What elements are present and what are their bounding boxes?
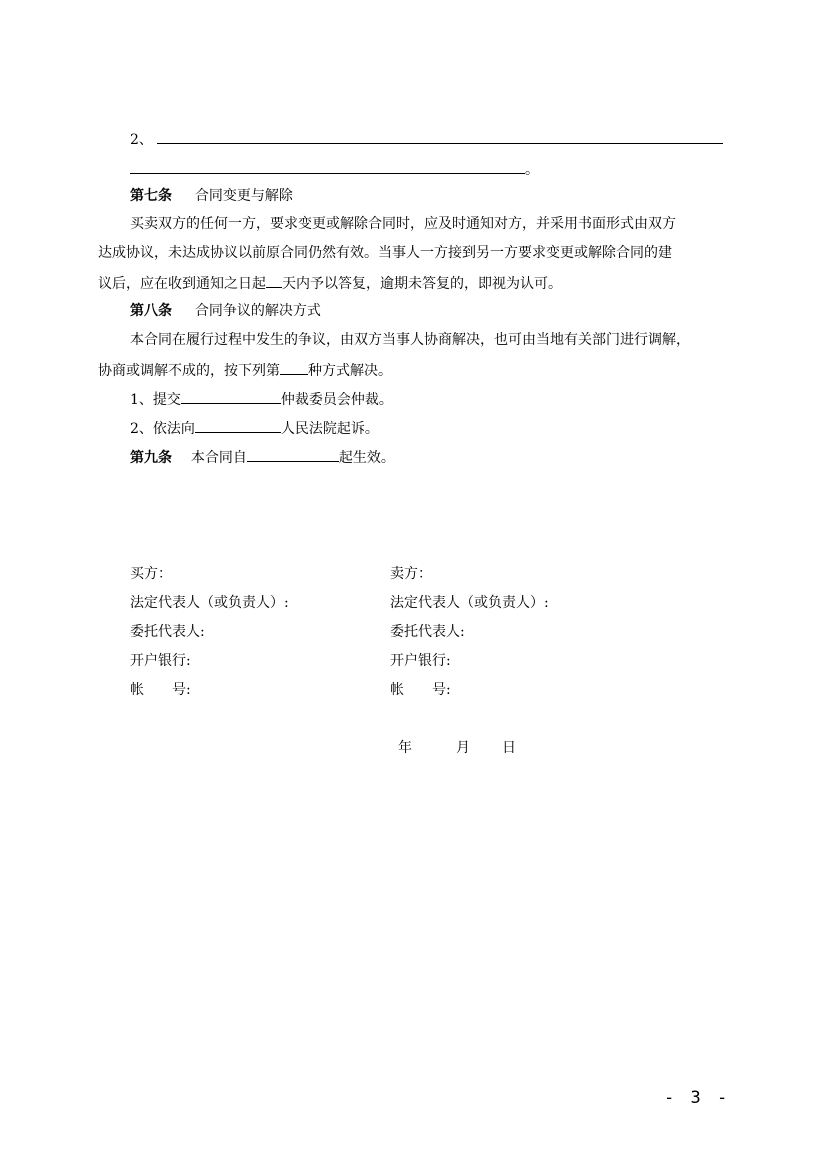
buyer-party: 买方：: [130, 566, 172, 582]
article-9: 第九条 本合同自 起生效。: [130, 446, 395, 466]
article-8-title: 合同争议的解决方式: [194, 303, 321, 319]
blank-method-number[interactable]: [280, 359, 308, 375]
seller-legal-rep: 法定代表人（或负责人）:: [390, 595, 549, 611]
article-7-number: 第七条: [130, 188, 172, 204]
blank-item2-line2[interactable]: [130, 158, 525, 174]
blank-item2-line1[interactable]: [157, 128, 723, 144]
item2-line1: [130, 128, 723, 148]
blank-reply-days[interactable]: [266, 272, 282, 288]
article-8-heading: [130, 301, 321, 321]
date-day: 日: [502, 740, 516, 756]
buyer-agent: 委托代表人:: [130, 624, 205, 640]
blank-effective-date[interactable]: [247, 446, 339, 462]
article-7-para-line2: 达成协议，未达成协议以前原合同仍然有效。当事人一方接到另一方要求变更或解除合同的建: [98, 245, 672, 261]
article-8-para-line1: 本合同在履行过程中发生的争议，由双方当事人协商解决，也可由当地有关部门进行调解，: [130, 332, 690, 348]
blank-arbitration-commission[interactable]: [181, 388, 281, 404]
article-8-option-2: 2、依法向 人民法院起诉。: [130, 417, 379, 437]
article-8-para-line2: 协商或调解不成的，按下列第 种方式解决。: [98, 359, 392, 379]
item2-prefix: 2、: [130, 132, 153, 148]
buyer-account: 帐 号:: [130, 682, 191, 698]
seller-bank: 开户银行:: [390, 653, 451, 669]
article-7-para-line1: 买卖双方的任何一方，要求变更或解除合同时，应及时通知对方，并采用书面形式由双方: [130, 216, 676, 232]
seller-party: 卖方：: [390, 566, 432, 582]
article-8-option-1: 1、提交 仲裁委员会仲裁。: [130, 388, 393, 408]
article-7-para-line3: 议后，应在收到通知之日起 天内予以答复，逾期未答复的，即视为认可。: [98, 272, 562, 292]
date-year: 年: [398, 740, 412, 756]
page-number: - 3 -: [664, 1088, 731, 1108]
seller-agent: 委托代表人:: [390, 624, 465, 640]
item2-line2: [130, 158, 539, 178]
item2-end: 。: [525, 162, 539, 178]
signing-date: [398, 738, 516, 758]
blank-court[interactable]: [195, 417, 281, 433]
buyer-bank: 开户银行:: [130, 653, 191, 669]
seller-account: 帐 号:: [390, 682, 451, 698]
buyer-legal-rep: 法定代表人（或负责人）:: [130, 595, 289, 611]
date-month: 月: [456, 740, 470, 756]
article-7-title: 合同变更与解除: [194, 188, 293, 204]
article-7-heading: [130, 186, 293, 206]
article-8-number: 第八条: [130, 303, 172, 319]
article-9-number: 第九条: [130, 450, 172, 466]
